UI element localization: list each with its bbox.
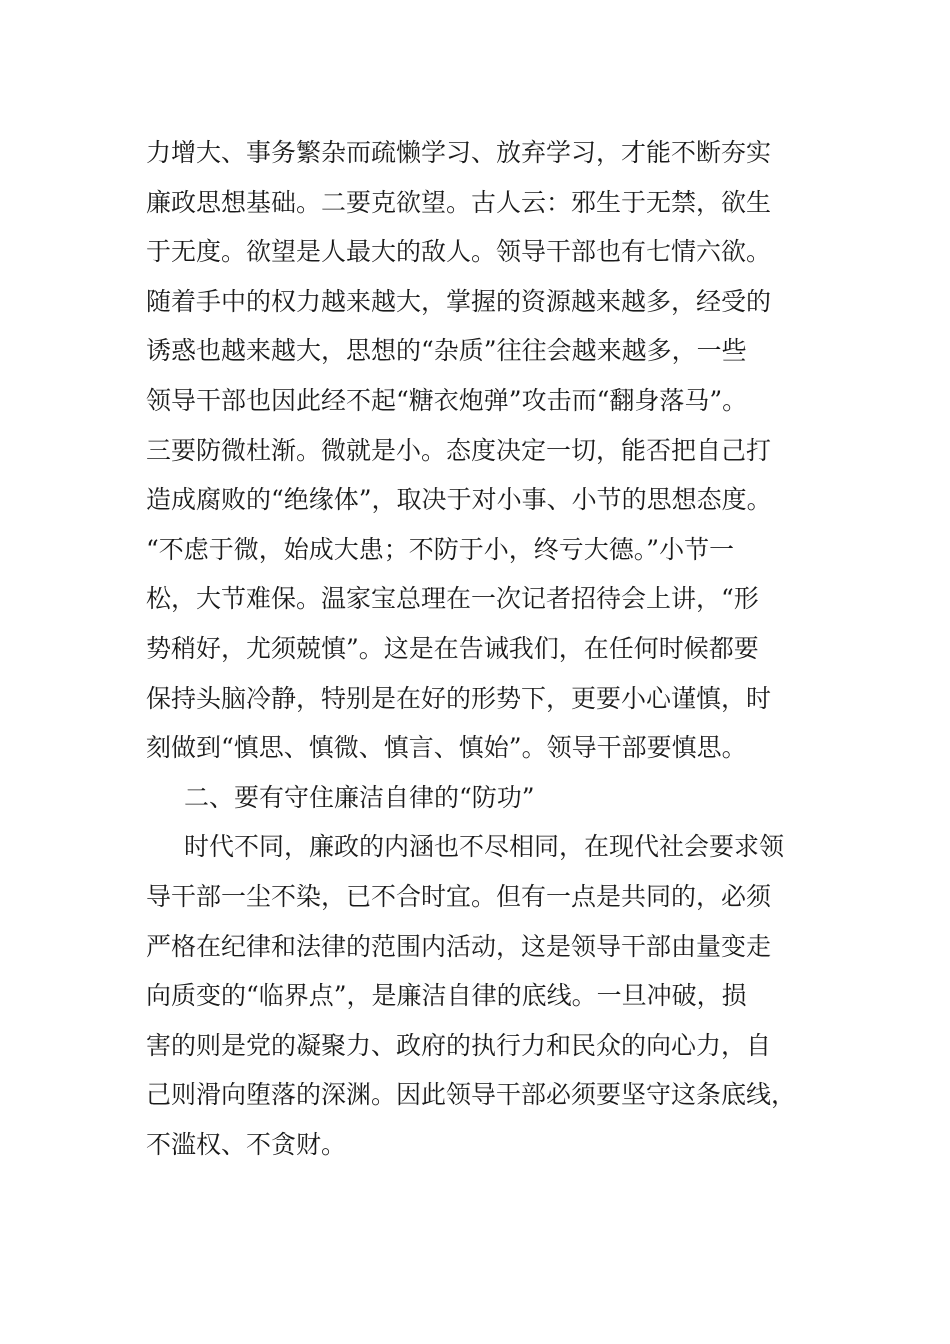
section-heading: 二、要有守住廉洁自律的“防功”: [184, 782, 535, 812]
paragraph-line: 不滥权、不贪财。: [146, 1129, 347, 1159]
paragraph-line: 松，大节难保。温家宝总理在一次记者招待会上讲，“形: [146, 584, 759, 614]
paragraph-line: 廉政思想基础。二要克欲望。古人云：邪生于无禁，欲生: [146, 187, 772, 217]
paragraph-line: 向质变的“临界点”，是廉洁自律的底线。一旦冲破，损: [146, 981, 747, 1011]
paragraph-line: 严格在纪律和法律的范围内活动，这是领导干部由量变走: [146, 931, 772, 961]
paragraph-line: 力增大、事务繁杂而疏懒学习、放弃学习，才能不断夯实: [146, 138, 772, 167]
paragraph-line: 三要防微杜渐。微就是小。态度决定一切，能否把自己打: [146, 435, 772, 465]
document-body: [146, 128, 806, 1169]
paragraph-line: 导干部一尘不染，已不合时宜。但有一点是共同的，必须: [146, 881, 772, 911]
paragraph-line: 随着手中的权力越来越大，掌握的资源越来越多，经受的: [146, 286, 772, 316]
paragraph-line: 诱惑也越来越大，思想的“杂质”往往会越来越多，一些: [146, 336, 747, 366]
paragraph-line: “不虑于微，始成大患；不防于小，终亏大德。”小节一: [146, 534, 735, 564]
paragraph-line: 领导干部也因此经不起“糖衣炮弹”攻击而“翻身落马”。: [146, 385, 748, 415]
paragraph-line: 势稍好，尤须兢慎”。这是在告诫我们，在任何时候都要: [146, 633, 759, 663]
paragraph-line: 己则滑向堕落的深渊。因此领导干部必须要坚守这条底线，: [146, 1080, 797, 1110]
paragraph-line: 于无度。欲望是人最大的敌人。领导干部也有七情六欲。: [146, 237, 772, 267]
paragraph-line: 保持头脑冷静，特别是在好的形势下，更要小心谨慎，时: [146, 683, 772, 713]
paragraph-line: 刻做到“慎思、慎微、慎言、慎始”。领导干部要慎思。: [146, 733, 747, 763]
paragraph-line: 害的则是党的凝聚力、政府的执行力和民众的向心力，自: [146, 1030, 772, 1060]
paragraph-line: 时代不同，廉政的内涵也不尽相同，在现代社会要求领: [184, 832, 785, 862]
paragraph-line: 造成腐败的“绝缘体”，取决于对小事、小节的思想态度。: [146, 485, 772, 515]
